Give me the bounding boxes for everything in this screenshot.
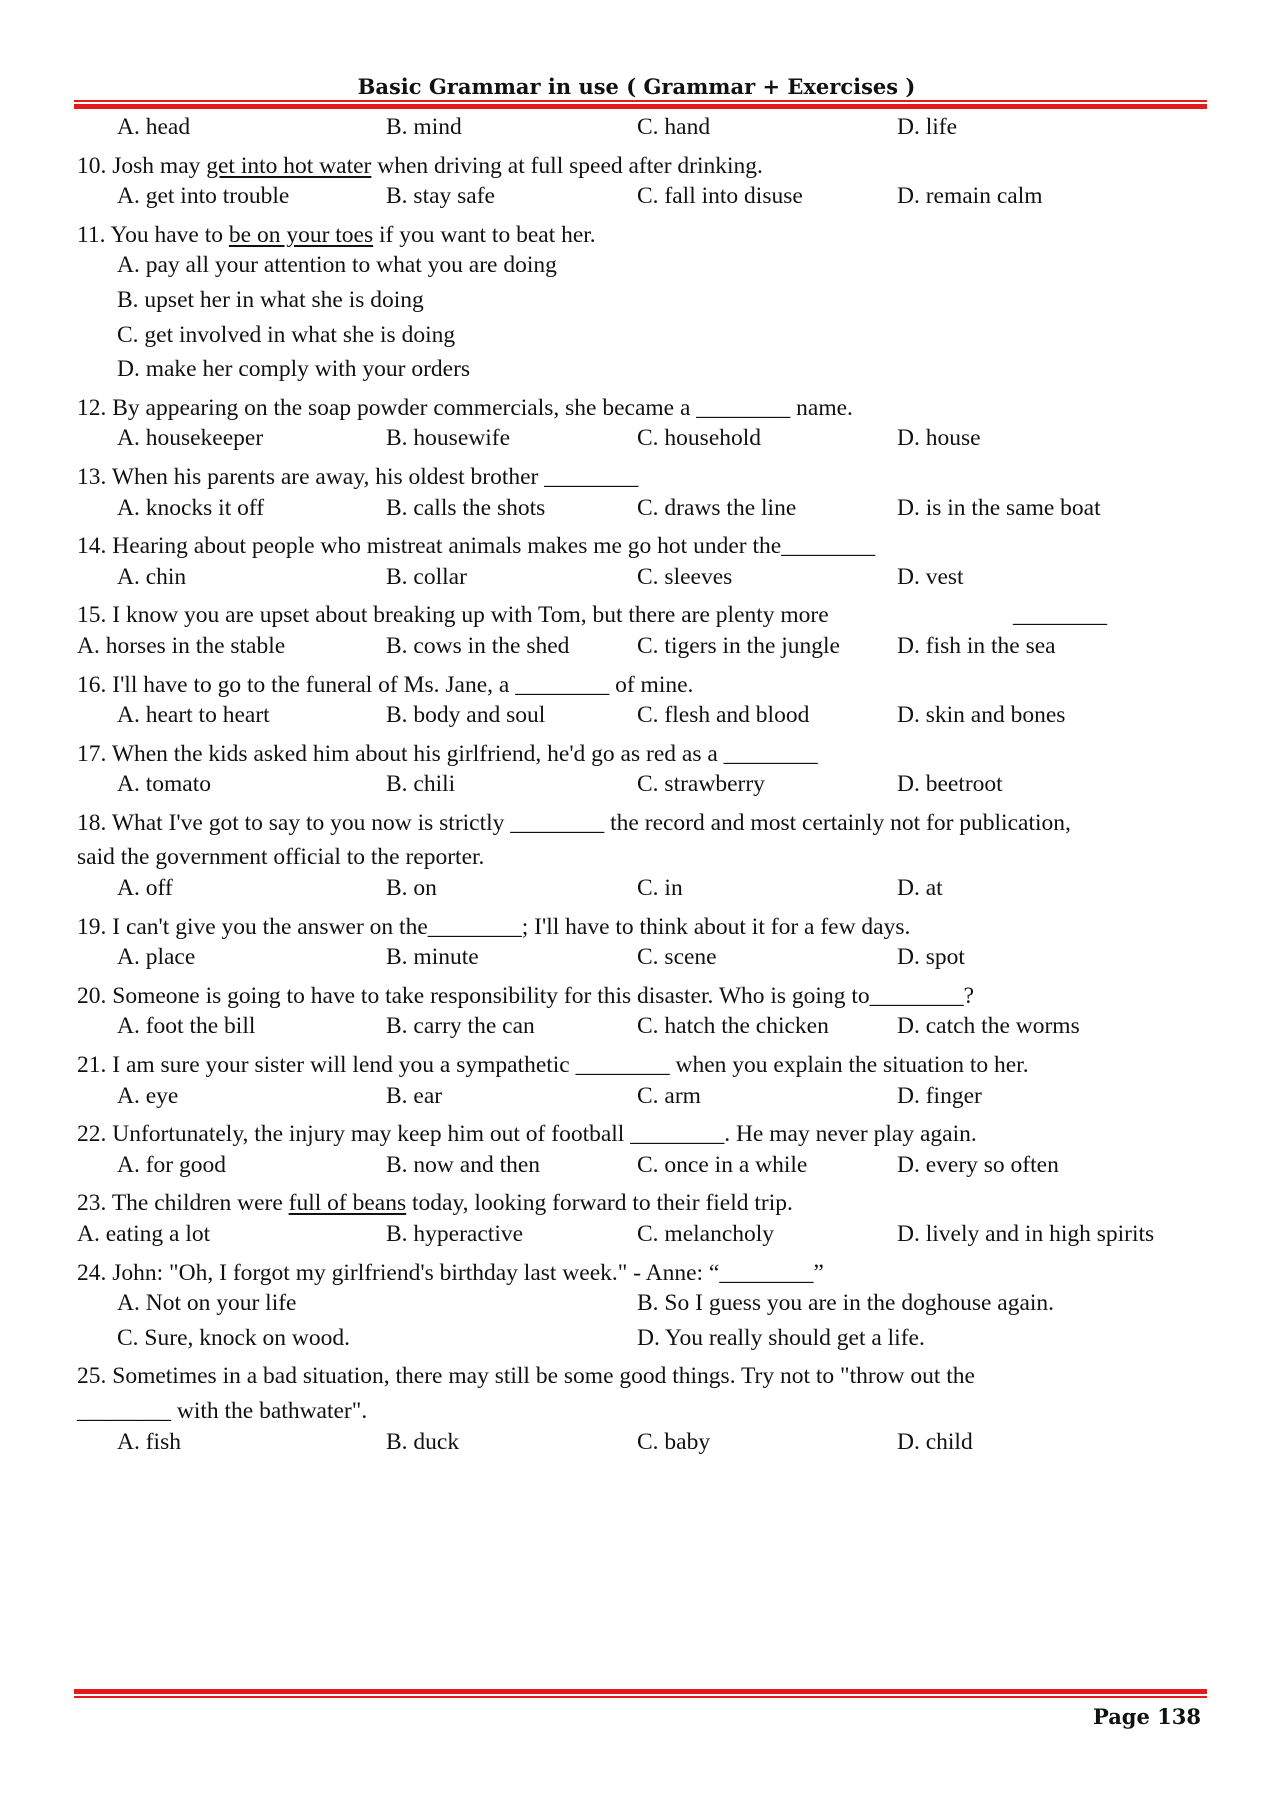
question-19: 19. I can't give you the answer on the________; I'll have to think about it for a few days.	[77, 913, 911, 940]
option: C. get involved in what she is doing	[117, 321, 456, 348]
question-23	[77, 1186, 1207, 1221]
option: D. at	[897, 875, 943, 902]
option: B. ear	[386, 1082, 443, 1109]
option: A. knocks it off	[117, 494, 265, 521]
options-q18	[77, 875, 1207, 910]
option: C. baby	[637, 1428, 711, 1455]
options-q21	[77, 1083, 1207, 1118]
underlined-phrase: get into hot water	[206, 152, 372, 179]
option: B. hyperactive	[386, 1221, 524, 1247]
option: A. eye	[117, 1082, 179, 1109]
question-text: 23. The children were	[77, 1190, 289, 1217]
option: C. hand	[637, 114, 711, 140]
options-q11-d	[77, 356, 1207, 391]
option: C. flesh and blood	[637, 702, 810, 729]
option: D. life	[897, 114, 958, 140]
options-q16	[77, 702, 1207, 737]
options-q17	[77, 771, 1207, 806]
options-q11-a	[77, 252, 1207, 287]
options-q24-row2	[77, 1325, 1207, 1360]
header-title: Basic Grammar in use ( Grammar + Exercises )	[357, 74, 916, 99]
option: A. chin	[117, 563, 187, 590]
option: B. housewife	[386, 425, 511, 452]
option: D. spot	[897, 944, 965, 971]
option: B. calls the shots	[386, 494, 546, 521]
option: D. catch the worms	[897, 1013, 1080, 1040]
option: C. once in a while	[637, 1151, 808, 1178]
question-text: today, looking forward to their field trip.	[406, 1190, 793, 1217]
option: D. lively and in high spirits	[897, 1221, 1155, 1247]
question-25-cont: ________ with the bathwater".	[77, 1397, 368, 1424]
option: B. carry the can	[386, 1013, 535, 1040]
footer-rule-thick	[74, 1689, 1207, 1694]
option: B. minute	[386, 944, 479, 971]
option: B. body and soul	[386, 702, 546, 729]
option: B. duck	[386, 1428, 460, 1455]
option: C. household	[637, 425, 762, 452]
option: D. child	[897, 1428, 973, 1455]
options-q23	[77, 1221, 1207, 1256]
question-18: 18. What I've got to say to you now is strictly ________ the record and most certainly not for publication,	[77, 809, 1071, 836]
option: A. foot the bill	[117, 1013, 256, 1040]
question-text: if you want to beat her.	[373, 221, 596, 248]
option: A. place	[117, 944, 196, 971]
question-text: 15. I know you are upset about breaking up with Tom, but there are plenty more	[77, 602, 829, 629]
option: A. off	[117, 875, 173, 902]
question-21: 21. I am sure your sister will lend you a sympathetic ________ when you explain the situation to her.	[77, 1052, 1029, 1079]
question-20: 20. Someone is going to have to take responsibility for this disaster. Who is going to________?	[77, 982, 975, 1009]
question-13: 13. When his parents are away, his oldest brother ________	[77, 463, 639, 490]
question-24: 24. John: "Oh, I forgot my girlfriend's birthday last week." - Anne: “________”	[77, 1259, 824, 1286]
options-q13	[77, 495, 1207, 530]
header-rule-thin	[74, 100, 1207, 102]
option: A. housekeeper	[117, 425, 264, 452]
option: C. tigers in the jungle	[637, 632, 840, 659]
question-17: 17. When the kids asked him about his girlfriend, he'd go as red as a ________	[77, 740, 818, 767]
option: D. You really should get a life.	[637, 1324, 925, 1351]
options-q25	[77, 1429, 1207, 1464]
option: D. is in the same boat	[897, 494, 1101, 521]
option: C. Sure, knock on wood.	[117, 1324, 351, 1351]
option: D. house	[897, 425, 981, 452]
option: A. Not on your life	[117, 1290, 297, 1317]
question-14: 14. Hearing about people who mistreat animals makes me go hot under the________	[77, 533, 876, 560]
page-number: Page 138	[1092, 1704, 1201, 1729]
option: B. now and then	[386, 1151, 541, 1178]
question-text: 11. You have to	[77, 221, 229, 248]
option: A. pay all your attention to what you are doing	[117, 252, 557, 279]
option: A. heart to heart	[117, 702, 270, 729]
option: D. skin and bones	[897, 702, 1066, 729]
option: D. remain calm	[897, 183, 1043, 210]
question-11	[77, 218, 1207, 253]
option: C. fall into disuse	[637, 183, 803, 210]
option: C. in	[637, 875, 683, 902]
option: D. every so often	[897, 1151, 1059, 1178]
underlined-phrase: full of beans	[288, 1190, 407, 1217]
question-text: when driving at full speed after drinking.	[371, 152, 763, 179]
question-16: 16. I'll have to go to the funeral of Ms. Jane, a ________ of mine.	[77, 671, 694, 698]
option: C. melancholy	[637, 1221, 775, 1247]
options-q22	[77, 1152, 1207, 1187]
option: D. vest	[897, 563, 964, 590]
option: B. mind	[386, 114, 462, 140]
option: A. eating a lot	[77, 1221, 211, 1247]
question-22: 22. Unfortunately, the injury may keep him out of football ________. He may never play again.	[77, 1121, 977, 1148]
option: C. sleeves	[637, 563, 733, 590]
options-q9	[77, 114, 1207, 149]
option: A. head	[117, 114, 191, 140]
option: B. cows in the shed	[386, 632, 570, 659]
header-rule-thick	[74, 104, 1207, 109]
options-q15	[77, 633, 1207, 668]
option: B. So I guess you are in the doghouse again.	[637, 1290, 1055, 1317]
question-18-cont: said the government official to the reporter.	[77, 844, 485, 871]
question-10	[77, 149, 1207, 184]
options-q10	[77, 183, 1207, 218]
options-q19	[77, 944, 1207, 979]
option: A. for good	[117, 1151, 226, 1178]
option: D. fish in the sea	[897, 632, 1056, 659]
options-q12	[77, 425, 1207, 460]
option: B. on	[386, 875, 437, 902]
question-15	[77, 598, 1207, 633]
option: D. beetroot	[897, 771, 1003, 798]
options-q11-b	[77, 287, 1207, 322]
option: B. stay safe	[386, 183, 495, 210]
option: B. collar	[386, 563, 467, 590]
option: B. chili	[386, 771, 456, 798]
options-q20	[77, 1013, 1207, 1048]
option: C. scene	[637, 944, 717, 971]
option: D. make her comply with your orders	[117, 356, 471, 383]
exercise-list	[77, 114, 1207, 1463]
option: C. hatch the chicken	[637, 1013, 829, 1040]
option: C. arm	[637, 1082, 701, 1109]
question-text: 10. Josh may	[77, 152, 207, 179]
option: C. draws the line	[637, 494, 797, 521]
option: B. upset her in what she is doing	[117, 286, 424, 313]
option: A. horses in the stable	[77, 632, 286, 659]
options-q24-row1	[77, 1290, 1207, 1325]
options-q11-c	[77, 322, 1207, 357]
option: A. fish	[117, 1428, 181, 1455]
option: C. strawberry	[637, 771, 765, 798]
answer-blank: ________	[1013, 602, 1107, 629]
underlined-phrase: be on your toes	[228, 221, 374, 248]
option: A. tomato	[117, 771, 211, 798]
options-q14	[77, 564, 1207, 599]
question-25: 25. Sometimes in a bad situation, there may still be some good things. Try not to "throw out the	[77, 1363, 975, 1390]
option: D. finger	[897, 1082, 982, 1109]
footer-rule-thin	[74, 1696, 1207, 1698]
option: A. get into trouble	[117, 183, 290, 210]
question-12: 12. By appearing on the soap powder commercials, she became a ________ name.	[77, 394, 853, 421]
